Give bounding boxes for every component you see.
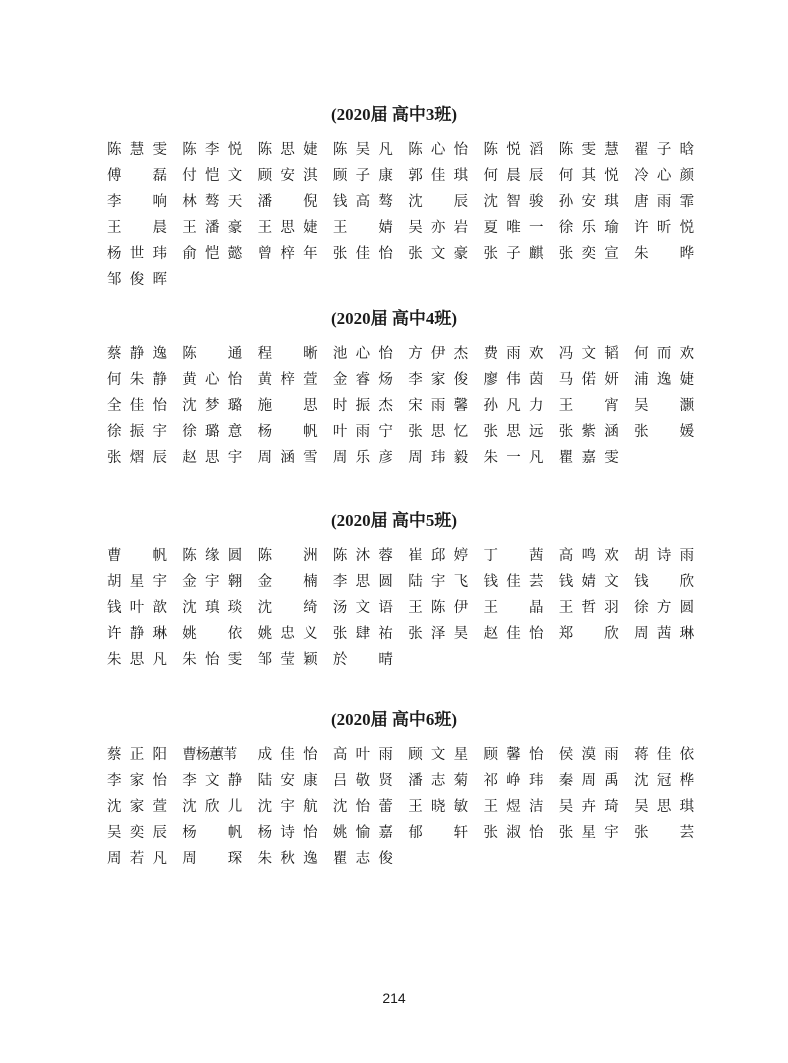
student-name: 何朱静	[107, 372, 167, 388]
student-name: 沈宇航	[257, 799, 318, 815]
student-name: 沈梦璐	[182, 398, 243, 414]
section-title: (2020届 高中3班)	[330, 105, 458, 124]
student-name: 许昕悦	[634, 220, 695, 236]
student-name: 姚 依	[182, 626, 243, 642]
student-name: 李思圆	[332, 574, 393, 590]
student-name: 王哲羽	[558, 600, 619, 616]
student-name: 朱思凡	[107, 652, 167, 668]
student-name: 冷心颜	[634, 168, 695, 184]
student-name: 张佳怡	[332, 246, 393, 262]
student-name: 吴亦岩	[408, 220, 469, 236]
student-name: 瞿志俊	[332, 851, 393, 867]
student-name: 王陈伊	[408, 600, 469, 616]
student-name: 陈李悦	[182, 142, 243, 158]
student-name: 李文静	[182, 773, 243, 789]
class-section-5	[0, 509, 788, 668]
student-name: 许静琳	[107, 626, 167, 642]
student-name: 张淑怡	[483, 825, 544, 841]
student-name: 王 宵	[558, 398, 619, 414]
student-name: 浦逸婕	[634, 372, 695, 388]
student-name: 顾子康	[332, 168, 393, 184]
student-name: 唐雨霏	[634, 194, 695, 210]
student-name: 沈瑱琰	[182, 600, 243, 616]
student-name: 郭佳琪	[408, 168, 469, 184]
student-name: 杨世玮	[107, 246, 167, 262]
student-name: 钱叶歆	[107, 600, 167, 616]
student-name: 吕敬贤	[332, 773, 393, 789]
section-title: (2020届 高中6班)	[330, 710, 458, 729]
student-name: 张星宇	[558, 825, 619, 841]
student-name: 秦周禹	[558, 773, 619, 789]
student-name: 王 晨	[107, 220, 167, 236]
student-name: 何晨辰	[483, 168, 544, 184]
student-name: 於 晴	[332, 652, 393, 668]
student-name: 沈智骏	[483, 194, 544, 210]
student-name: 蔡静逸	[107, 346, 167, 362]
student-name: 王 婧	[332, 220, 393, 236]
student-name: 陈思婕	[257, 142, 318, 158]
student-name: 赵佳怡	[483, 626, 544, 642]
student-name: 徐璐意	[182, 424, 243, 440]
student-name: 吴思琪	[634, 799, 695, 815]
student-name: 陈悦滔	[483, 142, 544, 158]
student-name: 姚愉嘉	[332, 825, 393, 841]
student-name: 陈沐蓉	[332, 548, 393, 564]
student-name: 费雨欢	[483, 346, 544, 362]
section-title: (2020届 高中4班)	[330, 309, 458, 328]
student-name: 邹莹颖	[257, 652, 318, 668]
student-name: 姚忠义	[257, 626, 318, 642]
student-name: 汤文语	[332, 600, 393, 616]
student-name: 张 芸	[634, 825, 695, 841]
student-name: 朱 晔	[634, 246, 695, 262]
student-name: 翟子晗	[634, 142, 695, 158]
student-name: 沈怡蕾	[332, 799, 393, 815]
student-name: 沈冠桦	[634, 773, 695, 789]
student-name: 沈家萱	[107, 799, 167, 815]
student-name: 朱怡雯	[182, 652, 243, 668]
student-name: 方伊杰	[408, 346, 469, 362]
student-name: 叶雨宁	[332, 424, 393, 440]
student-name: 杨 帆	[257, 424, 318, 440]
student-name: 钱婧文	[558, 574, 619, 590]
student-name: 张思远	[483, 424, 544, 440]
student-name: 施 思	[257, 398, 318, 414]
student-name: 顾文星	[408, 747, 469, 763]
student-name: 傅 磊	[107, 168, 167, 184]
student-name: 邹俊晖	[107, 272, 167, 288]
student-name: 成佳怡	[257, 747, 318, 763]
student-name: 周乐彦	[332, 450, 393, 466]
student-name: 陆宇飞	[408, 574, 469, 590]
student-name: 何其悦	[558, 168, 619, 184]
student-name: 郁 轩	[408, 825, 469, 841]
student-name: 沈 绮	[257, 600, 318, 616]
student-name: 廖伟茵	[483, 372, 544, 388]
student-name: 张思忆	[408, 424, 469, 440]
student-name: 顾馨怡	[483, 747, 544, 763]
student-name: 张 媛	[634, 424, 695, 440]
student-name: 冯文韬	[558, 346, 619, 362]
student-name: 陆安康	[257, 773, 318, 789]
student-name: 曹杨蕙苇	[182, 747, 237, 763]
student-name: 胡诗雨	[634, 548, 695, 564]
student-name: 全佳怡	[107, 398, 167, 414]
student-name: 程 晰	[257, 346, 318, 362]
student-name: 丁 茜	[483, 548, 544, 564]
student-name: 钱 欣	[634, 574, 695, 590]
student-name: 张文豪	[408, 246, 469, 262]
student-name: 张肆祐	[332, 626, 393, 642]
student-name: 陈缘圆	[182, 548, 243, 564]
student-name: 时振杰	[332, 398, 393, 414]
student-name: 高鸣欢	[558, 548, 619, 564]
student-name: 李家怡	[107, 773, 167, 789]
student-name: 池心怡	[332, 346, 393, 362]
student-name: 杨 帆	[182, 825, 243, 841]
page-number: 214	[382, 990, 406, 1006]
student-name: 张紫涵	[558, 424, 619, 440]
student-name: 沈欣儿	[182, 799, 243, 815]
student-name: 周茜琳	[634, 626, 695, 642]
class-section-4	[0, 307, 788, 466]
student-name: 顾安淇	[257, 168, 318, 184]
student-name: 潘志菊	[408, 773, 469, 789]
student-name: 张子麒	[483, 246, 544, 262]
student-name: 蔡正阳	[107, 747, 167, 763]
student-name: 金 楠	[257, 574, 318, 590]
student-name: 王思婕	[257, 220, 318, 236]
student-name: 张熠辰	[107, 450, 167, 466]
student-name: 曹 帆	[107, 548, 167, 564]
student-name: 徐方圆	[634, 600, 695, 616]
class-section-6	[0, 708, 788, 867]
student-name: 周玮毅	[408, 450, 469, 466]
student-name: 李 响	[107, 194, 167, 210]
student-name: 吴卉琦	[558, 799, 619, 815]
student-name: 宋雨馨	[408, 398, 469, 414]
student-name: 祁峥玮	[483, 773, 544, 789]
student-name: 曾梓年	[257, 246, 318, 262]
student-name: 孙安琪	[558, 194, 619, 210]
student-name: 钱高骜	[332, 194, 393, 210]
student-name: 朱一凡	[483, 450, 544, 466]
student-name: 陈 通	[182, 346, 243, 362]
student-name: 付恺文	[182, 168, 243, 184]
student-name: 潘 倪	[257, 194, 318, 210]
student-name: 王煜洁	[483, 799, 544, 815]
student-name: 王晓敏	[408, 799, 469, 815]
student-name: 周涵雪	[257, 450, 318, 466]
student-name: 吴奕辰	[107, 825, 167, 841]
student-name: 沈 辰	[408, 194, 469, 210]
student-name: 徐振宇	[107, 424, 167, 440]
student-name: 陈心怡	[408, 142, 469, 158]
student-name: 金宇翱	[182, 574, 243, 590]
student-name: 周若凡	[107, 851, 167, 867]
student-name: 侯漠雨	[558, 747, 619, 763]
student-name: 吴 灏	[634, 398, 695, 414]
student-name: 陈吴凡	[332, 142, 393, 158]
student-name: 黄梓萱	[257, 372, 318, 388]
student-name: 钱佳芸	[483, 574, 544, 590]
student-name: 孙凡力	[483, 398, 544, 414]
student-name: 朱秋逸	[257, 851, 318, 867]
student-name: 马偌妍	[558, 372, 619, 388]
student-name: 周 琛	[182, 851, 243, 867]
student-name: 夏唯一	[483, 220, 544, 236]
student-name: 王潘豪	[182, 220, 243, 236]
section-title: (2020届 高中5班)	[330, 511, 458, 530]
class-section-3	[0, 103, 788, 288]
student-name: 郑 欣	[558, 626, 619, 642]
student-name: 陈慧雯	[107, 142, 167, 158]
student-name: 杨诗怡	[257, 825, 318, 841]
student-name: 何而欢	[634, 346, 695, 362]
student-name: 崔邱婷	[408, 548, 469, 564]
student-name: 高叶雨	[332, 747, 393, 763]
student-name: 张泽昊	[408, 626, 469, 642]
student-name: 张奕宣	[558, 246, 619, 262]
student-name: 瞿嘉雯	[558, 450, 619, 466]
student-name: 俞恺懿	[182, 246, 243, 262]
student-name: 林骜天	[182, 194, 243, 210]
student-name: 赵思宇	[182, 450, 243, 466]
student-name: 徐乐瑜	[558, 220, 619, 236]
student-name: 王 晶	[483, 600, 544, 616]
student-name: 金睿炀	[332, 372, 393, 388]
student-name: 黄心怡	[182, 372, 243, 388]
student-name: 陈 洲	[257, 548, 318, 564]
student-name: 蒋佳依	[634, 747, 695, 763]
student-name: 李家俊	[408, 372, 469, 388]
student-name: 陈雯慧	[558, 142, 619, 158]
student-name: 胡星宇	[107, 574, 167, 590]
